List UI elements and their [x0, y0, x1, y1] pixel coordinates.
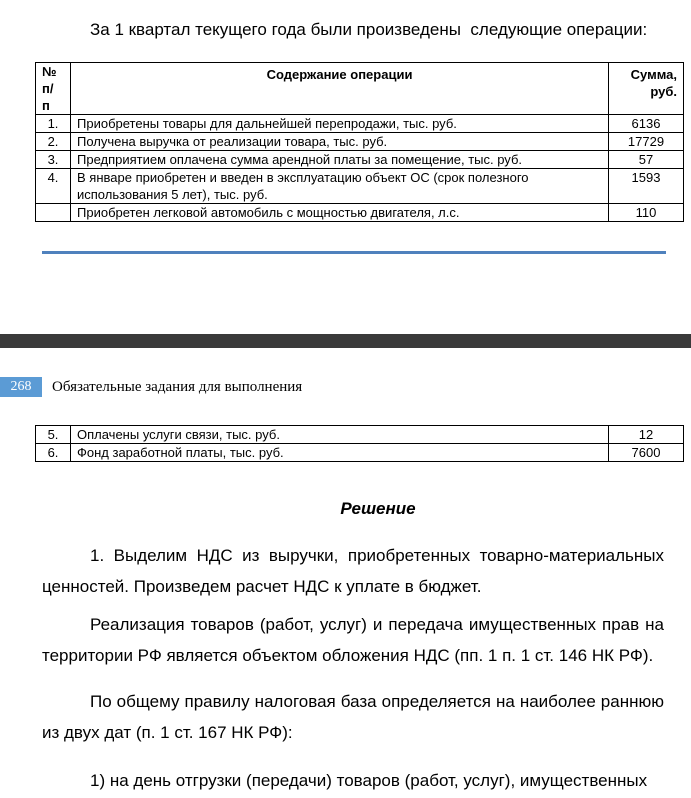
running-head: Обязательные задания для выполнения [52, 379, 303, 395]
row-sum: 1593 [609, 169, 684, 204]
row-description: Фонд заработной платы, тыс. руб. [71, 444, 609, 462]
solution-paragraph: 1) на день отгрузки (передачи) товаров (работ, услуг), имущественных [90, 771, 648, 790]
page-number: 268 [0, 377, 42, 397]
intro-text: За 1 квартал текущего года были произведены следующие операции: [90, 20, 648, 39]
col-header-sum-line: Сумма, [630, 67, 677, 82]
table-row [36, 133, 684, 151]
table-row [36, 115, 684, 133]
col-header-sum-line: руб. [650, 84, 677, 99]
col-header-sum [609, 63, 684, 115]
row-description [71, 169, 609, 204]
row-number: 5. [36, 426, 71, 444]
row-sum: 7600 [609, 444, 684, 462]
table-row [36, 169, 684, 204]
row-number: 3. [36, 151, 71, 169]
row-description-line: В январе приобретен и введен в эксплуатацию объект ОС (срок полезного [77, 170, 529, 185]
row-number: 2. [36, 133, 71, 151]
solution-paragraph: По общему правилу налоговая база определяется на наиболее раннюю из двух дат (п. 1 ст. 167 НК РФ): [42, 692, 664, 742]
solution-paragraph: Реализация товаров (работ, услуг) и передача имущественных прав на территории РФ является объектом обложения НДС (пп. 1 п. 1 ст. 146 НК РФ). [42, 615, 664, 665]
row-sum: 17729 [609, 133, 684, 151]
operations-table-continued [35, 425, 684, 462]
table-header-row [36, 63, 684, 115]
col-header-number [36, 63, 71, 115]
row-number: 6. [36, 444, 71, 462]
operations-table [35, 62, 684, 222]
row-number: 1. [36, 115, 71, 133]
col-header-number-line: п/ [42, 81, 54, 96]
row-sum: 110 [609, 204, 684, 222]
row-description: Получена выручка от реализации товара, тыс. руб. [71, 133, 609, 151]
section-divider [42, 251, 666, 254]
solution-paragraph: 1. Выделим НДС из выручки, приобретенных товарно-материальных ценностей. Произведем расчет НДС к уплате в бюджет. [42, 546, 664, 596]
row-number [36, 204, 71, 222]
col-header-description: Содержание операции [71, 63, 609, 115]
col-header-number-line: п [42, 98, 50, 113]
row-description: Приобретен легковой автомобиль с мощностью двигателя, л.с. [71, 204, 609, 222]
row-description: Оплачены услуги связи, тыс. руб. [71, 426, 609, 444]
row-description: Предприятием оплачена сумма арендной платы за помещение, тыс. руб. [71, 151, 609, 169]
solution-heading: Решение [340, 499, 416, 518]
table-row [36, 204, 684, 222]
row-description-line: использования 5 лет), тыс. руб. [77, 187, 268, 202]
table-row [36, 426, 684, 444]
table-row [36, 151, 684, 169]
row-sum: 57 [609, 151, 684, 169]
col-header-number-line: № [42, 64, 57, 79]
table-row [36, 444, 684, 462]
row-number: 4. [36, 169, 71, 204]
page-break-band [0, 334, 691, 348]
row-sum: 12 [609, 426, 684, 444]
row-description: Приобретены товары для дальнейшей перепродажи, тыс. руб. [71, 115, 609, 133]
row-sum: 6136 [609, 115, 684, 133]
